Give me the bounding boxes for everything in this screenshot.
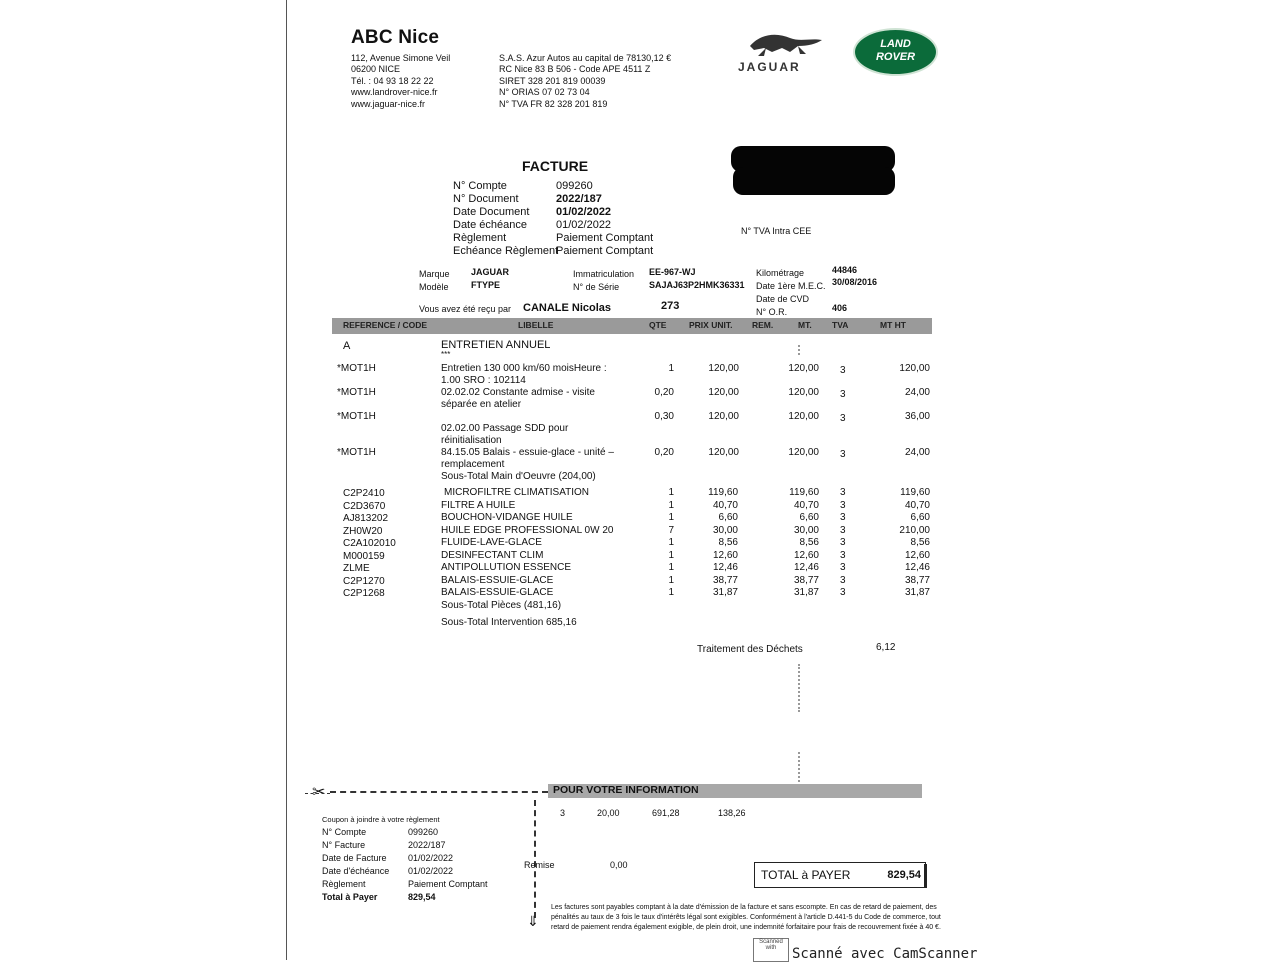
part-amount-ht: 31,87	[904, 587, 930, 598]
part-amount: 6,60	[799, 512, 819, 523]
waste-label: Traitement des Déchets	[697, 644, 803, 655]
jaguar-logo-text: JAGUAR	[738, 60, 801, 74]
vehicle-labels-mid	[573, 268, 634, 294]
part-amount-ht: 8,56	[910, 537, 930, 548]
labor-code: *MOT1H	[337, 363, 376, 374]
waste-value: 6,12	[876, 642, 896, 653]
part-label: FLUIDE-LAVE-GLACE	[441, 537, 542, 548]
labor-amount-ht: 120,00	[899, 363, 930, 374]
part-label: BOUCHON-VIDANGE HUILE	[441, 512, 573, 523]
labor-description: 02.02.02 Constante admise - visite	[441, 387, 595, 398]
part-amount-ht: 119,60	[900, 487, 930, 498]
cvd-date-label: Date de CVD	[756, 294, 810, 304]
part-code: C2D3670	[343, 500, 386, 512]
labor-qty: 0,20	[654, 387, 674, 398]
legal-line: RC Nice 83 B 506 - Code APE 4511 Z	[499, 64, 651, 75]
labor-description: 84.15.05 Balais - essuie-glace - unité –	[441, 447, 614, 458]
received-by-name: CANALE Nicolas	[523, 302, 612, 314]
part-code: C2A102010	[343, 538, 396, 549]
labor-qty: 0,20	[654, 447, 674, 458]
part-unit-price: 6,60	[718, 512, 738, 523]
company-name: ABC Nice	[351, 27, 440, 48]
part-label: MICROFILTRE CLIMATISATION	[444, 487, 590, 498]
legal-line: SIRET 328 201 819 00039	[499, 75, 606, 86]
field-label: Date échéance	[453, 219, 527, 231]
part-unit-price: 40,70	[712, 499, 738, 511]
part-amount: 12,46	[793, 562, 819, 573]
coupon-value: 01/02/2022	[408, 866, 454, 876]
part-unit-price: 12,60	[712, 549, 738, 561]
part-amount: 38,77	[793, 574, 819, 586]
part-unit-price: 30,00	[712, 524, 738, 536]
document-date: 01/02/2022	[556, 206, 612, 218]
part-qty: 1	[668, 487, 674, 498]
part-code: ZH0W20	[343, 525, 383, 537]
part-tva: 3	[840, 499, 846, 511]
part-label: FILTRE A HUILE	[441, 499, 516, 511]
labor-code: *MOT1H	[337, 411, 376, 422]
col-label: LIBELLE	[518, 320, 554, 330]
invoice-field-labels	[453, 180, 558, 258]
field-label: Echéance Règlement	[453, 245, 559, 257]
first-registration-label: Date 1ère M.E.C.	[756, 281, 826, 291]
labor-qty: 0,30	[654, 411, 674, 422]
address-line: 06200 NICE	[351, 64, 401, 75]
cut-arrow-icon: ⇓	[527, 913, 539, 929]
land-rover-logo-bottom: ROVER	[875, 51, 916, 63]
labor-code: *MOT1H	[337, 447, 376, 458]
tva-code: 3	[560, 808, 566, 818]
part-code: ZLME	[343, 563, 370, 574]
mileage-label: Kilométrage	[756, 268, 805, 278]
coupon-label: Date d'échéance	[322, 866, 390, 876]
cut-line-vertical	[534, 800, 536, 918]
part-qty: 1	[668, 587, 674, 598]
company-address	[351, 53, 450, 110]
part-tva: 3	[840, 512, 846, 523]
part-amount-ht: 12,46	[904, 562, 930, 573]
first-registration-value: 30/08/2016	[832, 277, 878, 287]
part-qty: 1	[668, 512, 674, 523]
address-line: 112, Avenue Simone Veil	[351, 53, 451, 63]
part-unit-price: 12,46	[712, 562, 738, 573]
labor-amount: 120,00	[788, 387, 819, 398]
dotted-guide	[798, 752, 802, 782]
registration-label: Immatriculation	[573, 269, 635, 279]
coupon-label: N° Facture	[322, 840, 366, 850]
website-link[interactable]: www.jaguar-nice.fr	[351, 98, 426, 109]
col-amount: MT.	[798, 320, 812, 330]
legal-line: N° TVA FR 82 328 201 819	[499, 98, 608, 109]
part-tva: 3	[840, 487, 846, 498]
legal-line: S.A.S. Azur Autos au capital de 78130,12 €	[499, 53, 672, 63]
camscanner-badge-text: Scanned with	[759, 939, 783, 951]
registration-value: EE-967-WJ	[649, 267, 696, 277]
col-amount-ht: MT HT	[880, 320, 906, 330]
subtotal-parts: Sous-Total Pièces (481,16)	[441, 600, 562, 611]
coupon-label: Date de Facture	[322, 853, 387, 863]
subtotal-intervention: Sous-Total Intervention 685,16	[441, 617, 577, 628]
field-label: Règlement	[453, 232, 507, 244]
serial-label: N° de Série	[573, 282, 620, 292]
page-left-edge	[286, 0, 287, 960]
camscanner-text: Scanné avec CamScanner	[792, 946, 978, 962]
part-code: C2P2410	[343, 488, 385, 499]
tva-rate: 20,00	[597, 808, 620, 818]
labor-unit-price: 120,00	[708, 363, 739, 374]
part-qty: 1	[668, 537, 674, 548]
part-qty: 1	[668, 499, 674, 511]
coupon-labels	[322, 826, 389, 904]
total-label: TOTAL à PAYER	[761, 868, 851, 882]
part-amount-ht: 210,00	[899, 524, 930, 536]
coupon-label: N° Compte	[322, 827, 367, 837]
vehicle-labels-left	[419, 268, 450, 294]
part-tva: 3	[840, 549, 846, 561]
brand-label: Marque	[419, 269, 450, 279]
labor-unit-price: 120,00	[708, 447, 739, 458]
legal-notice-line: pénalités au taux de 3 fois le taux d'intérêts légal sont exigibles. Conformément à l'article D.441-5 du Code de commerce, tout	[551, 914, 941, 921]
part-amount: 30,00	[793, 524, 819, 536]
col-qty: QTE	[649, 320, 667, 330]
table-header	[332, 318, 932, 334]
labor-unit-price: 120,00	[708, 387, 739, 398]
coupon-values	[408, 826, 488, 904]
repair-order-label: N° O.R.	[756, 307, 788, 317]
coupon-label: Règlement	[322, 879, 366, 889]
coupon-value: 01/02/2022	[408, 853, 454, 863]
labor-tva: 3	[840, 449, 846, 460]
repair-order-value: 406	[832, 303, 848, 313]
part-unit-price: 31,87	[712, 587, 738, 598]
serial-value: SAJAJ63P2HMK36331	[649, 280, 745, 290]
invoice-field-values	[556, 180, 653, 258]
account-number: 099260	[556, 180, 593, 192]
part-qty: 1	[668, 562, 674, 573]
website-link[interactable]: www.landrover-nice.fr	[351, 87, 438, 98]
legal-notice	[551, 903, 971, 933]
part-label: DESINFECTANT CLIM	[441, 549, 544, 561]
labor-description-continued: remplacement	[441, 459, 505, 470]
company-legal	[499, 53, 671, 110]
received-by-code: 273	[661, 300, 680, 312]
section-stars: ***	[441, 350, 451, 359]
tva-intra-label: N° TVA Intra CEE	[741, 226, 812, 236]
invoice-title: FACTURE	[522, 158, 589, 174]
section-title: ENTRETIEN ANNUEL	[441, 339, 551, 351]
part-unit-price: 38,77	[712, 574, 738, 586]
model-value: FTYPE	[471, 280, 501, 290]
vehicle-labels-right	[756, 267, 826, 319]
coupon-value: 099260	[408, 827, 439, 837]
brand-value: JAGUAR	[471, 267, 510, 277]
coupon-title: Coupon à joindre à votre règlement	[322, 815, 440, 824]
land-rover-logo	[853, 28, 938, 76]
labor-code: *MOT1H	[337, 387, 376, 398]
camscanner-badge	[753, 938, 789, 962]
labor-amount: 120,00	[788, 411, 819, 422]
leaping-jaguar-icon	[746, 30, 828, 60]
part-amount-ht: 40,70	[904, 499, 930, 511]
document-number: 2022/187	[556, 193, 602, 205]
remise-value: 0,00	[610, 860, 628, 870]
address-line: Tél. : 04 93 18 22 22	[351, 75, 434, 86]
labor-amount-ht: 24,00	[904, 447, 930, 458]
info-band	[548, 784, 922, 798]
labor-tva: 3	[840, 365, 846, 376]
col-unit-price: PRIX UNIT.	[689, 320, 733, 330]
part-code: C2P1270	[343, 575, 385, 587]
legal-notice-line: Les factures sont payables comptant à la date d'émission de la facture et sans escompte. En cas de retard de paiement, des	[551, 904, 937, 911]
part-tva: 3	[840, 562, 846, 573]
labor-tva: 3	[840, 413, 846, 424]
dotted-guide	[798, 664, 802, 712]
dotted-guide	[798, 345, 802, 355]
part-tva: 3	[840, 524, 846, 536]
total-box	[754, 862, 926, 888]
labor-unit-price: 120,00	[708, 411, 739, 422]
part-qty: 7	[668, 524, 674, 536]
vehicle-values-left	[471, 266, 509, 292]
labor-description-continued: réinitialisation	[441, 435, 502, 446]
part-unit-price: 119,60	[708, 487, 738, 498]
cut-line	[305, 793, 330, 794]
part-label: BALAIS-ESSUIE-GLACE	[441, 587, 554, 598]
info-title: POUR VOTRE INFORMATION	[553, 784, 699, 796]
labor-description: 02.02.00 Passage SDD pour	[441, 423, 569, 434]
field-label: Date Document	[453, 206, 530, 218]
labor-amount-ht: 24,00	[904, 387, 930, 398]
due-date: 01/02/2022	[556, 219, 612, 231]
coupon-value: 2022/187	[408, 840, 446, 850]
labor-description-continued: 1.00 SRO : 102114	[441, 375, 526, 386]
col-discount: REM.	[752, 320, 774, 330]
part-label: BALAIS-ESSUIE-GLACE	[441, 574, 554, 586]
coupon-value: Paiement Comptant	[408, 879, 488, 889]
part-amount-ht: 38,77	[904, 574, 930, 586]
labor-description-continued: séparée en atelier	[441, 399, 522, 410]
part-qty: 1	[668, 574, 674, 586]
field-label: N° Compte	[453, 180, 507, 192]
total-box-shadow	[924, 864, 927, 888]
vehicle-values-mid	[649, 266, 745, 292]
model-label: Modèle	[419, 282, 449, 292]
part-amount: 8,56	[799, 537, 819, 548]
labor-amount: 120,00	[788, 363, 819, 374]
labor-tva: 3	[840, 389, 846, 400]
col-tva: TVA	[832, 320, 849, 330]
legal-notice-line: retard de paiement rendra également exigible, de plein droit, une indemnité forfaitaire pour frais de recouvrement fixée à 40 €.	[551, 924, 941, 931]
part-label: HUILE EDGE PROFESSIONAL 0W 20	[441, 524, 614, 536]
mileage-value: 44846	[832, 265, 858, 275]
part-amount-ht: 6,60	[910, 512, 930, 523]
tva-amount: 138,26	[718, 808, 746, 818]
col-reference: REFERENCE / CODE	[343, 320, 428, 330]
field-label: N° Document	[453, 193, 519, 205]
part-amount: 119,60	[789, 487, 819, 498]
part-amount: 40,70	[793, 499, 819, 511]
subtotal-labor: Sous-Total Main d'Oeuvre (204,00)	[441, 471, 596, 482]
labor-amount: 120,00	[788, 447, 819, 458]
part-tva: 3	[840, 587, 846, 598]
part-tva: 3	[840, 574, 846, 586]
legal-line: N° ORIAS 07 02 73 04	[499, 87, 590, 98]
part-code: C2P1268	[343, 588, 385, 599]
part-qty: 1	[668, 549, 674, 561]
part-label: ANTIPOLLUTION ESSENCE	[441, 562, 572, 573]
tva-base: 691,28	[652, 808, 680, 818]
received-by-label: Vous avez été reçu par	[419, 304, 512, 314]
remise-label: Remise	[524, 860, 555, 870]
part-amount: 12,60	[793, 549, 819, 561]
part-tva: 3	[840, 537, 846, 548]
scissors-icon: ✂	[312, 784, 326, 801]
coupon-total-label: Total à Payer	[322, 892, 378, 902]
labor-amount-ht: 36,00	[904, 411, 930, 422]
part-amount: 31,87	[793, 587, 819, 598]
section-code: A	[343, 340, 351, 352]
payment-term: Paiement Comptant	[556, 245, 654, 257]
labor-qty: 1	[668, 363, 674, 374]
part-amount-ht: 12,60	[904, 549, 930, 561]
labor-description: Entretien 130 000 km/60 moisHeure :	[441, 363, 607, 374]
redacted-block	[733, 167, 895, 195]
coupon-total-value: 829,54	[408, 892, 436, 902]
total-value: 829,54	[887, 869, 921, 881]
cut-line	[330, 791, 548, 793]
part-unit-price: 8,56	[718, 537, 738, 548]
payment-method: Paiement Comptant	[556, 232, 654, 244]
land-rover-logo-top: LAND	[880, 38, 911, 50]
part-code: M000159	[343, 550, 385, 562]
part-code: AJ813202	[343, 513, 389, 524]
